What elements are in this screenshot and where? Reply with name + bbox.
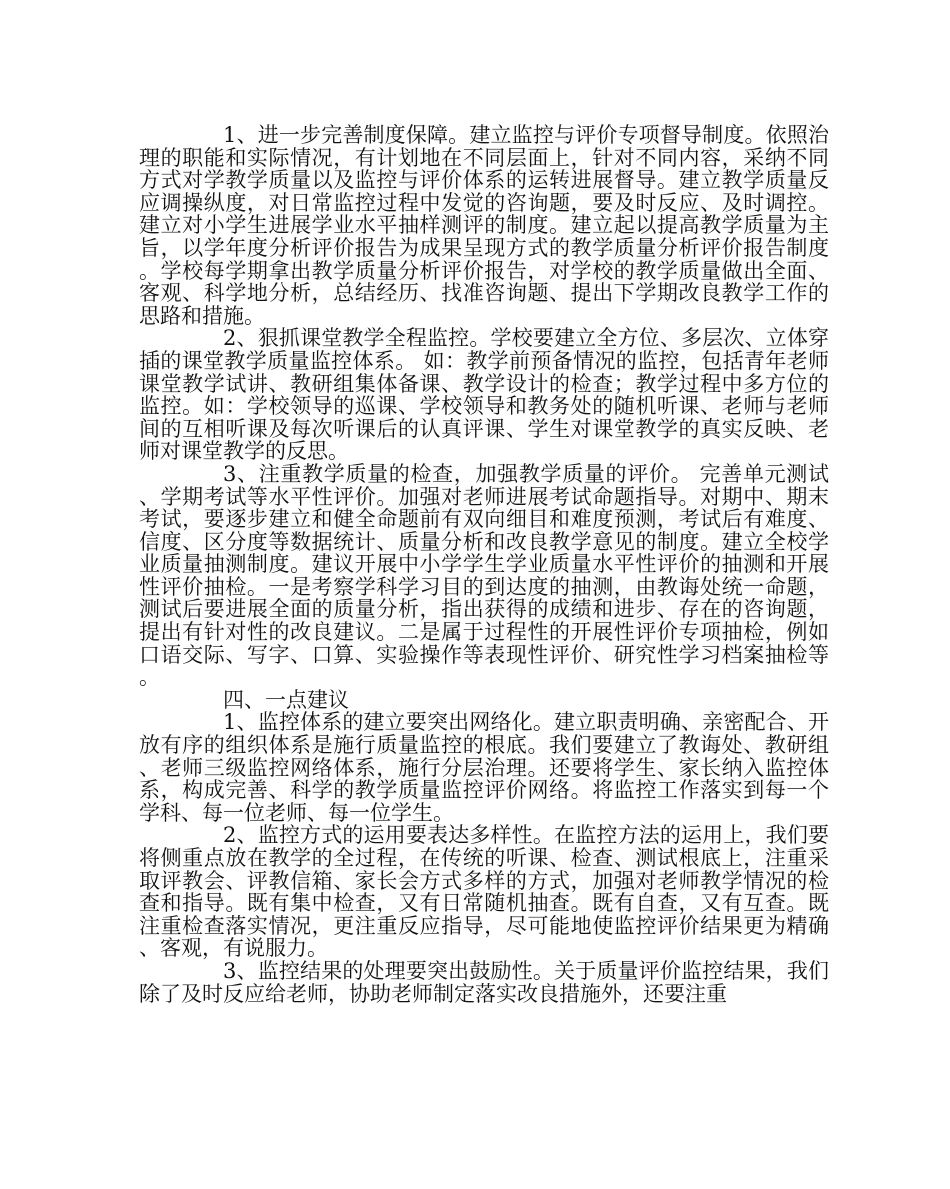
paragraph-quality-inspection: 3、注重教学质量的检查，加强教学质量的评价。 完善单元测试、学期考试等水平性评价。加强对老师进展考试命题指导。对期中、期末考试，要逐步建立和健全命题前有双向细目和难度预测，考试后有难度、信度、区分度等数据统计、质量分析和改良教学意见的制度。建立全校学业质量抽测制度。建议开展中小学学生学业质量水平性评价的抽测和开展性评价抽检。一是考察学科学习目的到达度的抽测，由教诲处统一命题，测试后要进展全面的质量分析，指出获得的成绩和进步、存在的咨询题，提出有针对性的改良建议。二是属于过程性的开展性评价专项抽检，例如口语交际、写字、口算、实验操作等表现性评价、研究性学习档案抽检等。 — [139, 461, 829, 690]
document-body — [139, 124, 829, 1005]
section-heading-suggestions: 四、一点建议 — [223, 687, 349, 712]
paragraph-classroom-monitoring: 2、狠抓课堂教学全程监控。学校要建立全方位、多层次、立体穿插的课堂教学质量监控体系。 如：教学前预备情况的监控，包括青年老师课堂教学试讲、教研组集体备课、教学设计的检查；教学过程中多方位的监控。如：学校领导的巡课、学校领导和教务处的随机听课、老师与老师间的互相听课及每次听课后的认真评课、学生对课堂教学的真实反映、老师对课堂教学的反思。 — [139, 326, 829, 464]
paragraph-diverse-methods: 2、监控方式的运用要表达多样性。在监控方法的运用上，我们要将侧重点放在教学的全过程，在传统的听课、检查、测试根底上，注重采取评教会、评教信箱、家长会方式多样的方式，加强对老师教学情况的检查和指导。既有集中检查，又有日常随机抽查。既有自查，又有互查。既注重检查落实情况，更注重反应指导，尽可能地使监控评价结果更为精确、客观，有说服力。 — [139, 823, 829, 961]
paragraph-institution-guarantee: 1、进一步完善制度保障。建立监控与评价专项督导制度。依照治理的职能和实际情况，有计划地在不同层面上，针对不同内容，采纳不同方式对学教学质量以及监控与评价体系的运转进展督导。建立教学质量反应调操纵度，对日常监控过程中发觉的咨询题，要及时反应、及时调控。建立对小学生进展学业水平抽样测评的制度。建立起以提高教学质量为主旨，以学年度分析评价报告为成果呈现方式的教学质量分析评价报告制度。学校每学期拿出教学质量分析评价报告，对学校的教学质量做出全面、客观、科学地分析，总结经历、找准咨询题、提出下学期改良教学工作的思路和措施。 — [139, 123, 829, 328]
paragraph-encouraging-results: 3、监控结果的处理要突出鼓励性。关于质量评价监控结果，我们除了及时反应给老师，协助老师制定落实改良措施外，还要注重 — [139, 958, 829, 1006]
paragraph-network-system: 1、监控体系的建立要突出网络化。建立职责明确、亲密配合、开放有序的组织体系是施行质量监控的根底。我们要建立了教诲处、教研组、老师三级监控网络体系，施行分层治理。还要将学生、家长纳入监控体系，构成完善、科学的教学质量监控评价网络。将监控工作落实到每一个学科、每一位老师、每一位学生。 — [139, 710, 829, 825]
